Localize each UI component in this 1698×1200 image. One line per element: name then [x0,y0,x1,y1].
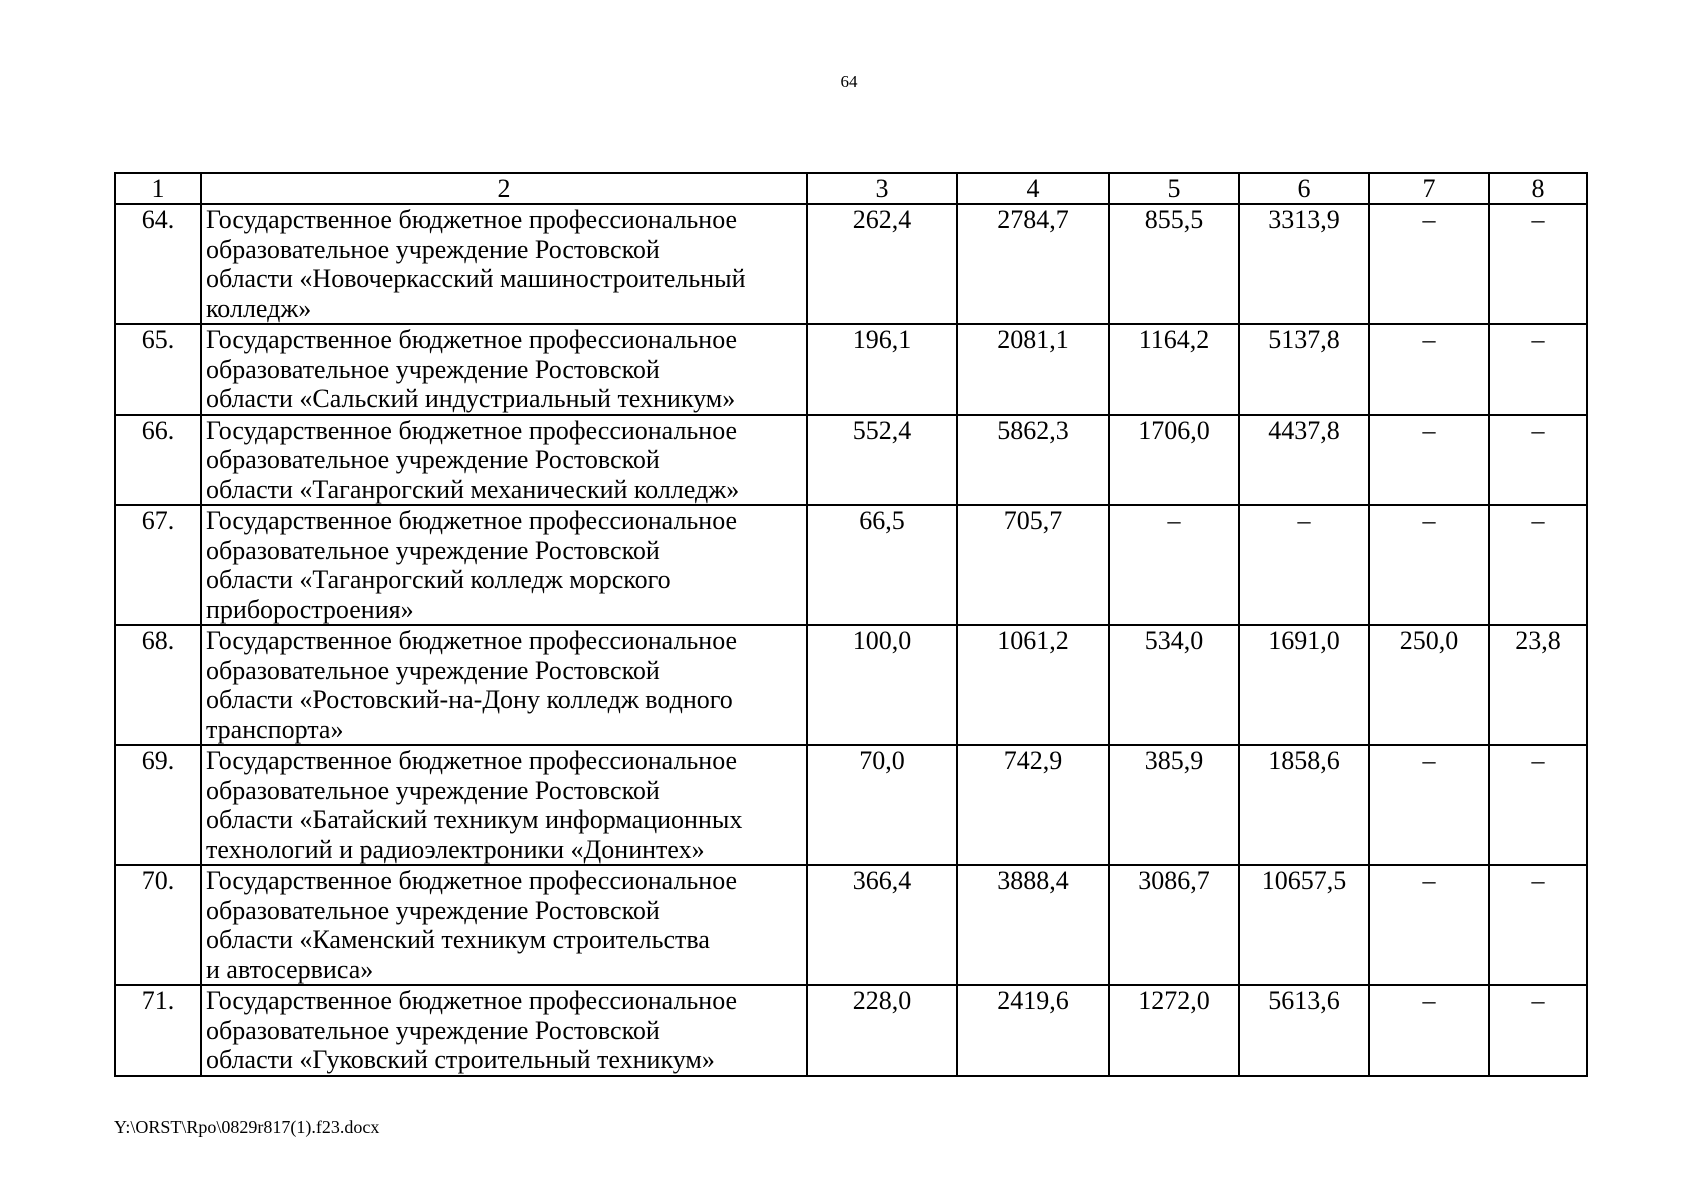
value-cell-col3: 100,0 [807,625,957,745]
value-cell-col6: 10657,5 [1239,865,1369,985]
institution-name [201,865,807,985]
value-cell-col8: – [1489,415,1587,506]
institution-name-line: Государственное бюджетное профессиональное [206,325,738,354]
value-cell-col7: – [1369,505,1489,625]
value-cell-col4: 2081,1 [957,324,1109,415]
value-cell-col7: – [1369,415,1489,506]
institution-name-line: области «Сальский индустриальный техникум» [206,384,736,413]
value-cell-col5: 855,5 [1109,204,1239,324]
institution-name-line: Государственное бюджетное профессиональное [206,866,738,895]
value-cell-col4: 742,9 [957,745,1109,865]
institution-name-line: образовательное учреждение Ростовской [206,775,660,805]
value-cell-col3: 366,4 [807,865,957,985]
value-cell-col8: – [1489,204,1587,324]
value-cell-col4: 2419,6 [957,985,1109,1076]
column-header: 1 [115,173,201,204]
column-header: 7 [1369,173,1489,204]
value-cell-col7: – [1369,745,1489,865]
institution-name-line: области «Ростовский-на-Дону колледж водного [206,685,733,714]
value-cell-col4: 2784,7 [957,204,1109,324]
value-cell-col4: 1061,2 [957,625,1109,745]
institution-name-line: технологий и радиоэлектроники «Донинтех» [206,834,705,864]
page-number: 64 [840,72,858,91]
file-path: Y:\ORST\Rpo\0829r817(1).f23.docx [114,1117,380,1137]
institution-name-line: области «Каменский техникум строительства [206,925,710,954]
institution-name-line: области «Гуковский строительный техникум» [206,1045,715,1074]
institution-name-line: Государственное бюджетное профессиональное [206,986,738,1015]
institution-name-line: Государственное бюджетное профессиональное [206,746,738,775]
institution-name [201,745,807,865]
value-cell-col5: 385,9 [1109,745,1239,865]
value-cell-col5: 534,0 [1109,625,1239,745]
value-cell-col6: – [1239,505,1369,625]
institution-name-line: Государственное бюджетное профессиональное [206,506,738,535]
column-header: 2 [201,173,807,204]
table-row [115,505,1587,625]
value-cell-col3: 70,0 [807,745,957,865]
value-cell-col8: – [1489,985,1587,1076]
table-row [115,865,1587,985]
column-header: 6 [1239,173,1369,204]
institution-name-line: области «Таганрогский колледж морского [206,565,671,594]
institution-name-line: области «Новочеркасский машиностроительный [206,264,746,293]
value-cell-col8: – [1489,745,1587,865]
row-number: 65. [115,324,201,415]
institution-name-line: образовательное учреждение Ростовской [206,445,660,474]
value-cell-col6: 1691,0 [1239,625,1369,745]
institution-name [201,985,807,1076]
value-cell-col6: 3313,9 [1239,204,1369,324]
row-number: 70. [115,865,201,985]
column-header: 5 [1109,173,1239,204]
value-cell-col6: 5137,8 [1239,324,1369,415]
value-cell-col7: – [1369,204,1489,324]
institution-name-line: транспорта» [206,714,344,744]
value-cell-col8: – [1489,865,1587,985]
row-number: 67. [115,505,201,625]
row-number: 68. [115,625,201,745]
value-cell-col5: 3086,7 [1109,865,1239,985]
institution-name-line: образовательное учреждение Ростовской [206,535,660,565]
value-cell-col7: – [1369,324,1489,415]
value-cell-col5: 1164,2 [1109,324,1239,415]
institution-name-line: области «Таганрогский механический колледж» [206,474,740,504]
table-row [115,204,1587,324]
institution-name-line: образовательное учреждение Ростовской [206,1015,660,1045]
institution-name-line: приборостроения» [206,594,414,624]
value-cell-col7: 250,0 [1369,625,1489,745]
institution-name-line: образовательное учреждение Ростовской [206,655,660,685]
value-cell-col5: 1272,0 [1109,985,1239,1076]
institution-name [201,324,807,415]
column-header: 8 [1489,173,1587,204]
column-header: 4 [957,173,1109,204]
value-cell-col7: – [1369,865,1489,985]
row-number: 71. [115,985,201,1076]
institution-name-line: и автосервиса» [206,954,374,984]
institution-name [201,415,807,506]
column-header: 3 [807,173,957,204]
institution-name [201,505,807,625]
value-cell-col4: 5862,3 [957,415,1109,506]
table-row [115,745,1587,865]
institution-name-line: Государственное бюджетное профессиональное [206,626,738,655]
value-cell-col5: – [1109,505,1239,625]
institution-name [201,625,807,745]
table-row [115,415,1587,506]
value-cell-col3: 262,4 [807,204,957,324]
row-number: 66. [115,415,201,506]
value-cell-col8: 23,8 [1489,625,1587,745]
value-cell-col7: – [1369,985,1489,1076]
value-cell-col4: 705,7 [957,505,1109,625]
institution-name-line: области «Батайский техникум информационных [206,805,743,834]
value-cell-col6: 5613,6 [1239,985,1369,1076]
table-row [115,324,1587,415]
value-cell-col3: 552,4 [807,415,957,506]
institution-name-line: колледж» [206,293,312,323]
institution-name-line: образовательное учреждение Ростовской [206,895,660,925]
row-number: 69. [115,745,201,865]
value-cell-col3: 228,0 [807,985,957,1076]
data-table [114,172,1588,1077]
value-cell-col6: 1858,6 [1239,745,1369,865]
institution-name-line: Государственное бюджетное профессиональное [206,415,738,445]
value-cell-col8: – [1489,505,1587,625]
table-row [115,985,1587,1076]
table-header-row [115,173,1587,204]
value-cell-col4: 3888,4 [957,865,1109,985]
value-cell-col5: 1706,0 [1109,415,1239,506]
row-number: 64. [115,204,201,324]
institution-name-line: образовательное учреждение Ростовской [206,354,660,384]
value-cell-col6: 4437,8 [1239,415,1369,506]
value-cell-col3: 66,5 [807,505,957,625]
table-row [115,625,1587,745]
institution-name [201,204,807,324]
institution-name-line: образовательное учреждение Ростовской [206,234,660,264]
value-cell-col3: 196,1 [807,324,957,415]
institution-name-line: Государственное бюджетное профессиональное [206,205,738,234]
value-cell-col8: – [1489,324,1587,415]
